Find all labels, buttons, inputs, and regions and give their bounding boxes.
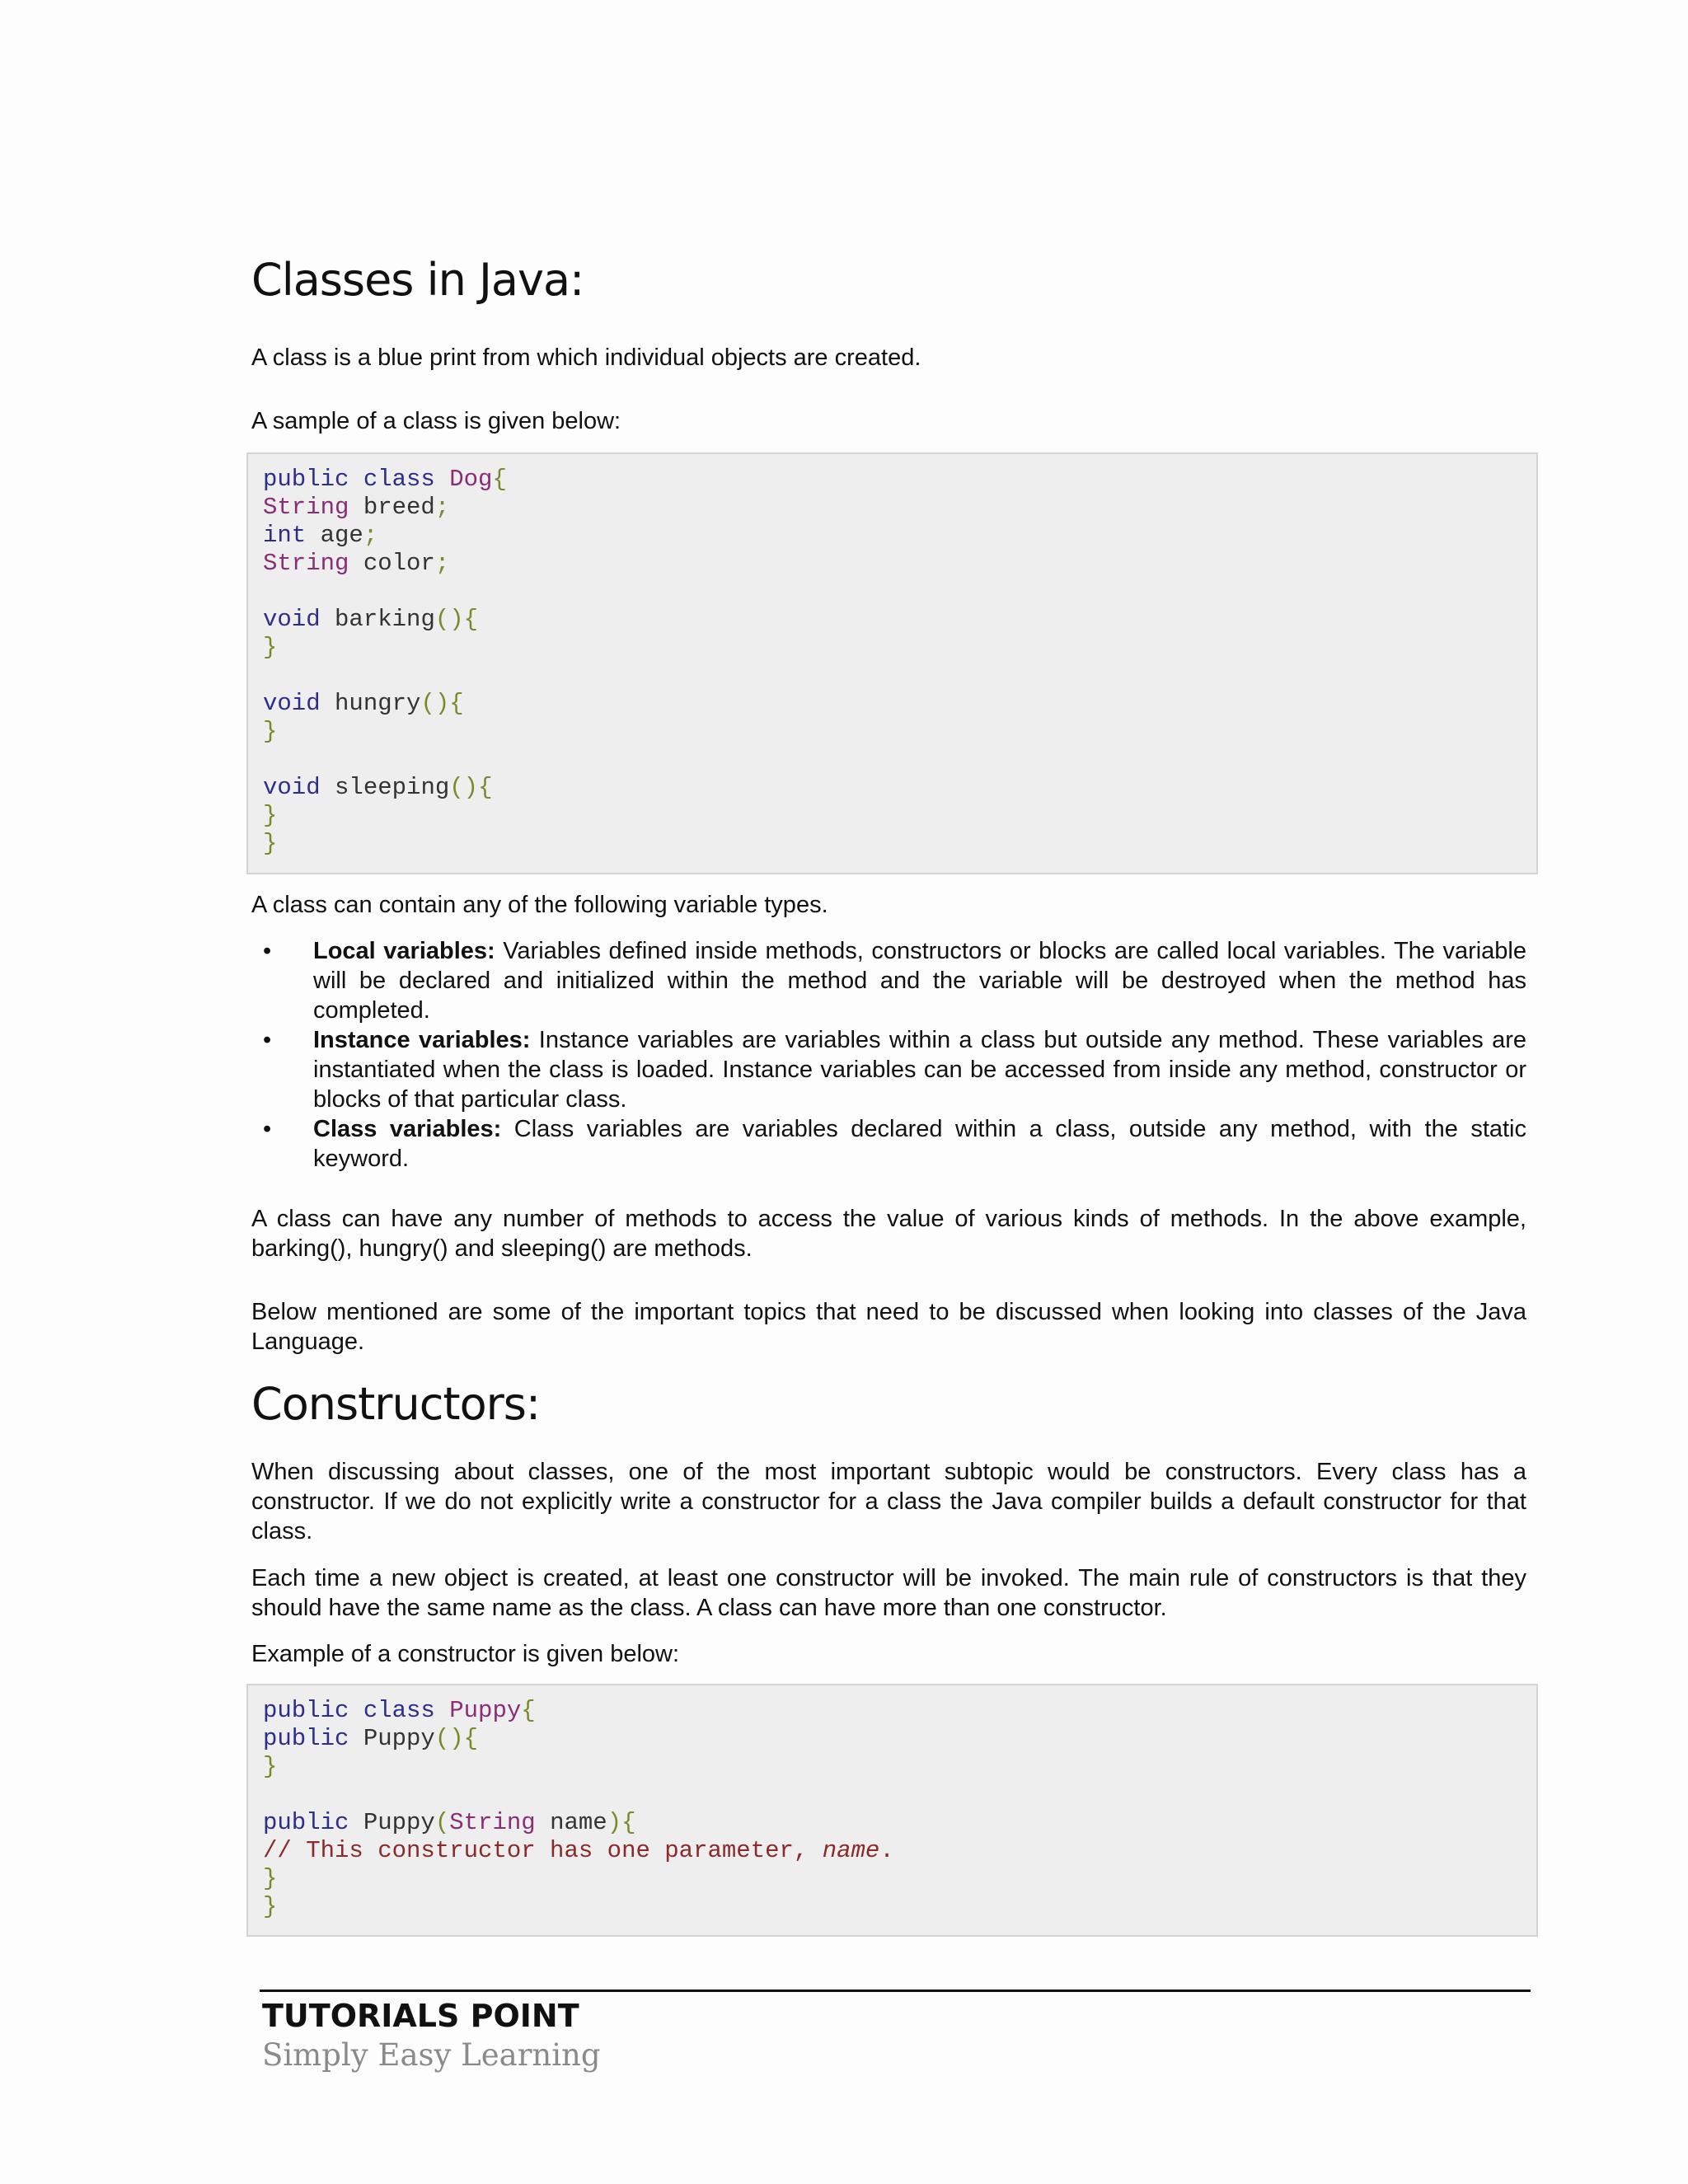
code-line: // This constructor has one parameter, name. [263, 1837, 894, 1864]
code-line: public class Puppy{ [263, 1697, 536, 1724]
code-line [263, 578, 1522, 606]
constructors-paragraph-2: Each time a new object is created, at least one constructor will be invoked. The main rule of constructors is that they should have the same name as the class. A class can have more than one constructor. [251, 1565, 1526, 1621]
constructors-paragraph-1: When discussing about classes, one of the most important subtopic would be constructors. Every class has a constructor. If we do not explicitly write a constructor for a class the Java compiler builds a default constructor for that class. [251, 1459, 1526, 1544]
code-line [263, 746, 1522, 774]
sample-label: A sample of a class is given below: [251, 408, 621, 434]
code-line: public class Dog{ [263, 466, 507, 493]
code-line: } [263, 802, 278, 829]
methods-paragraph: A class can have any number of methods to access the value of various kinds of methods. In the above example, barking(), hungry() and sleeping() are methods. [251, 1206, 1526, 1262]
code-block-puppy [246, 1684, 1538, 1937]
code-line: } [263, 830, 278, 857]
code-line: public Puppy(String name){ [263, 1809, 636, 1836]
code-line: void hungry(){ [263, 690, 464, 717]
list-item-local-variables: • Local variables: Variables defined inside methods, constructors or blocks are called local variables. The variable will be declared and initialized within the method and the variable will be destroyed when the method has completed. [263, 938, 1527, 1024]
code-line: } [263, 634, 278, 661]
code-line: } [263, 1893, 278, 1920]
term-instance-variables: Instance variables: [313, 1027, 531, 1053]
footer-tagline: Simply Easy Learning [262, 2037, 601, 2073]
topics-paragraph: Below mentioned are some of the important topics that need to be discussed when looking into classes of the Java Language. [251, 1299, 1526, 1355]
code-line: void sleeping(){ [263, 774, 493, 801]
code-line [263, 1781, 1522, 1809]
heading-constructors: Constructors: [251, 1378, 541, 1430]
variable-types-intro: A class can contain any of the following variable types. [251, 892, 828, 918]
code-line: String color; [263, 550, 450, 577]
footer-brand: TUTORIALS POINT [262, 1998, 579, 2034]
code-line: void barking(){ [263, 606, 479, 633]
code-line [263, 662, 1522, 690]
classes-intro: A class is a blue print from which individual objects are created. [251, 344, 921, 371]
term-local-variables: Local variables: [313, 938, 495, 964]
list-item-class-variables: • Class variables: Class variables are variables declared within a class, outside any method, with the static keyword. [263, 1116, 1527, 1172]
heading-classes-in-java: Classes in Java: [251, 254, 584, 306]
code-line: String breed; [263, 494, 450, 521]
list-item-instance-variables: • Instance variables: Instance variables are variables within a class but outside any method. These variables are instantiated when the class is loaded. Instance variables can be accessed from inside any method, constructor or blocks of that particular class. [263, 1027, 1526, 1113]
code-block-dog [246, 452, 1538, 874]
term-class-variables: Class variables: [313, 1116, 502, 1142]
constructor-example-label: Example of a constructor is given below: [251, 1641, 680, 1667]
footer-divider [260, 1990, 1531, 1992]
code-line: } [263, 1865, 278, 1892]
code-line: } [263, 1753, 278, 1780]
code-line: int age; [263, 522, 378, 549]
code-line: public Puppy(){ [263, 1725, 479, 1752]
code-line: } [263, 718, 278, 745]
variable-types-list [251, 936, 1526, 1174]
